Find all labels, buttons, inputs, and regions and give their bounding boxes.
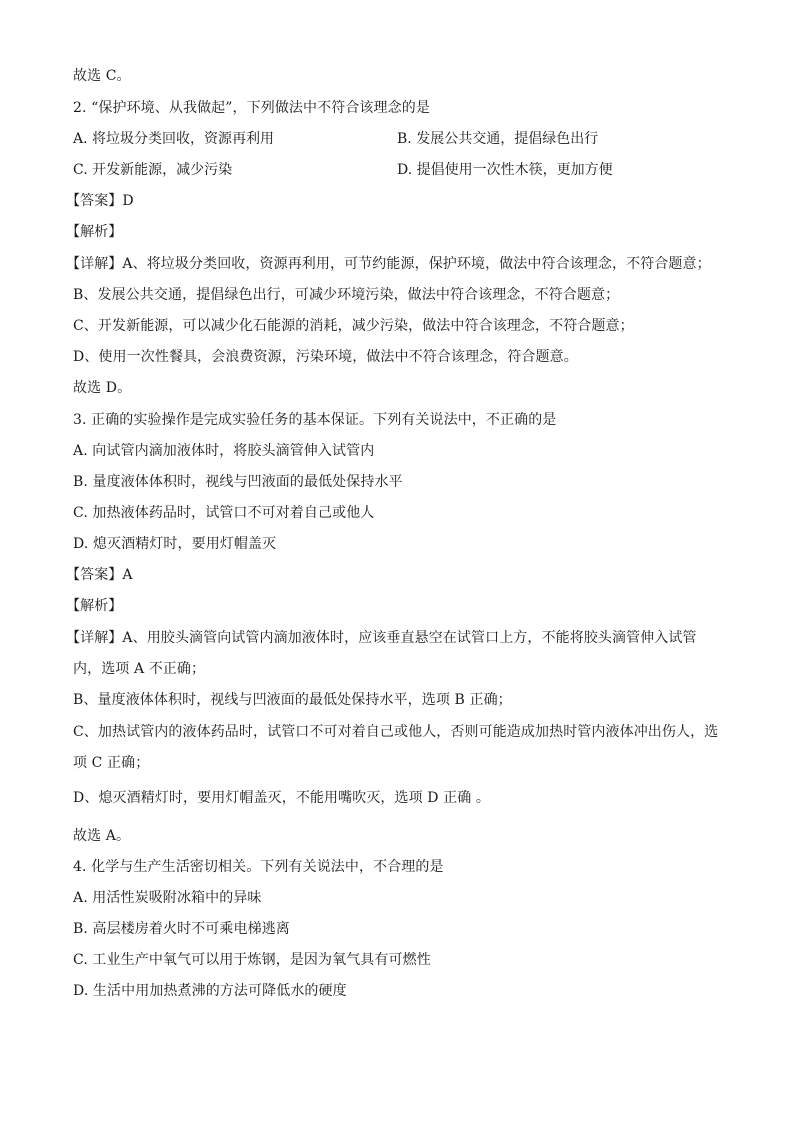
question-2-option-a: A. 将垃圾分类回收，资源再利用: [73, 131, 275, 147]
question-4-stem: 4. 化学与生产生活密切相关。下列有关说法中，不合理的是: [73, 859, 444, 875]
prev-answer-conclusion: 故选 C。: [73, 68, 131, 84]
question-3-analysis-heading: 【解析】: [66, 598, 123, 614]
question-2-option-d: D. 提倡使用一次性木筷，更加方便: [397, 162, 613, 178]
question-2-conclusion: 故选 D。: [73, 380, 132, 396]
question-3-option-a: A. 向试管内滴加液体时，将胶头滴管伸入试管内: [73, 443, 375, 459]
question-2-detail-b: B、发展公共交通，提倡绿色出行，可减少环境污染，做法中符合该理念，不符合题意；: [73, 287, 620, 303]
question-3-option-c: C. 加热液体药品时，试管口不可对着自己或他人: [73, 505, 375, 521]
question-3-detail-b: B、量度液体体积时，视线与凹液面的最低处保持水平，选项 B 正确；: [73, 692, 512, 708]
question-2-detail-a: 【详解】A、将垃圾分类回收，资源再利用，可节约能源，保护环境，做法中符合该理念，不符合题意；: [66, 256, 711, 272]
question-3-conclusion: 故选 A。: [73, 828, 131, 844]
question-4-option-c: C. 工业生产中氧气可以用于炼钢，是因为氧气具有可燃性: [73, 952, 431, 968]
question-2-option-c: C. 开发新能源，减少污染: [73, 162, 233, 178]
question-4-option-a: A. 用活性炭吸附冰箱中的异味: [73, 890, 262, 906]
question-3-option-b: B. 量度液体体积时，视线与凹液面的最低处保持水平: [73, 474, 403, 490]
question-3-answer: 【答案】A: [66, 567, 133, 583]
question-3-detail-a-cont: 内，选项 A 不正确；: [73, 661, 206, 677]
question-3-detail-a: 【详解】A、用胶头滴管向试管内滴加液体时，应该垂直悬空在试管口上方，不能将胶头滴管伸入试管: [66, 630, 697, 646]
question-3-detail-d: D、熄灭酒精灯时，要用灯帽盖灭，不能用嘴吹灭，选项 D 正确 。: [73, 790, 490, 806]
question-2-analysis-heading: 【解析】: [66, 224, 123, 240]
question-2-option-b: B. 发展公共交通，提倡绿色出行: [397, 131, 599, 147]
question-2-answer: 【答案】D: [66, 193, 134, 209]
question-3-stem: 3. 正确的实验操作是完成实验任务的基本保证。下列有关说法中，不正确的是: [73, 412, 557, 428]
question-2-stem: 2. “保护环境、从我做起”，下列做法中不符合该理念的是: [73, 100, 430, 116]
question-3-option-d: D. 熄灭酒精灯时，要用灯帽盖灭: [73, 536, 277, 552]
question-4-option-d: D. 生活中用加热煮沸的方法可降低水的硬度: [73, 983, 347, 999]
question-4-option-b: B. 高层楼房着火时不可乘电梯逃离: [73, 921, 290, 937]
question-2-detail-d: D、使用一次性餐具，会浪费资源，污染环境，做法中不符合该理念，符合题意。: [73, 349, 578, 365]
question-3-detail-c-cont: 项 C 正确；: [73, 755, 150, 771]
question-3-detail-c: C、加热试管内的液体药品时，试管口不可对着自己或他人，否则可能造成加热时管内液体冲出伤人，选: [73, 724, 719, 740]
question-2-detail-c: C、开发新能源，可以减少化石能源的消耗，减少污染，做法中符合该理念，不符合题意；: [73, 318, 634, 334]
